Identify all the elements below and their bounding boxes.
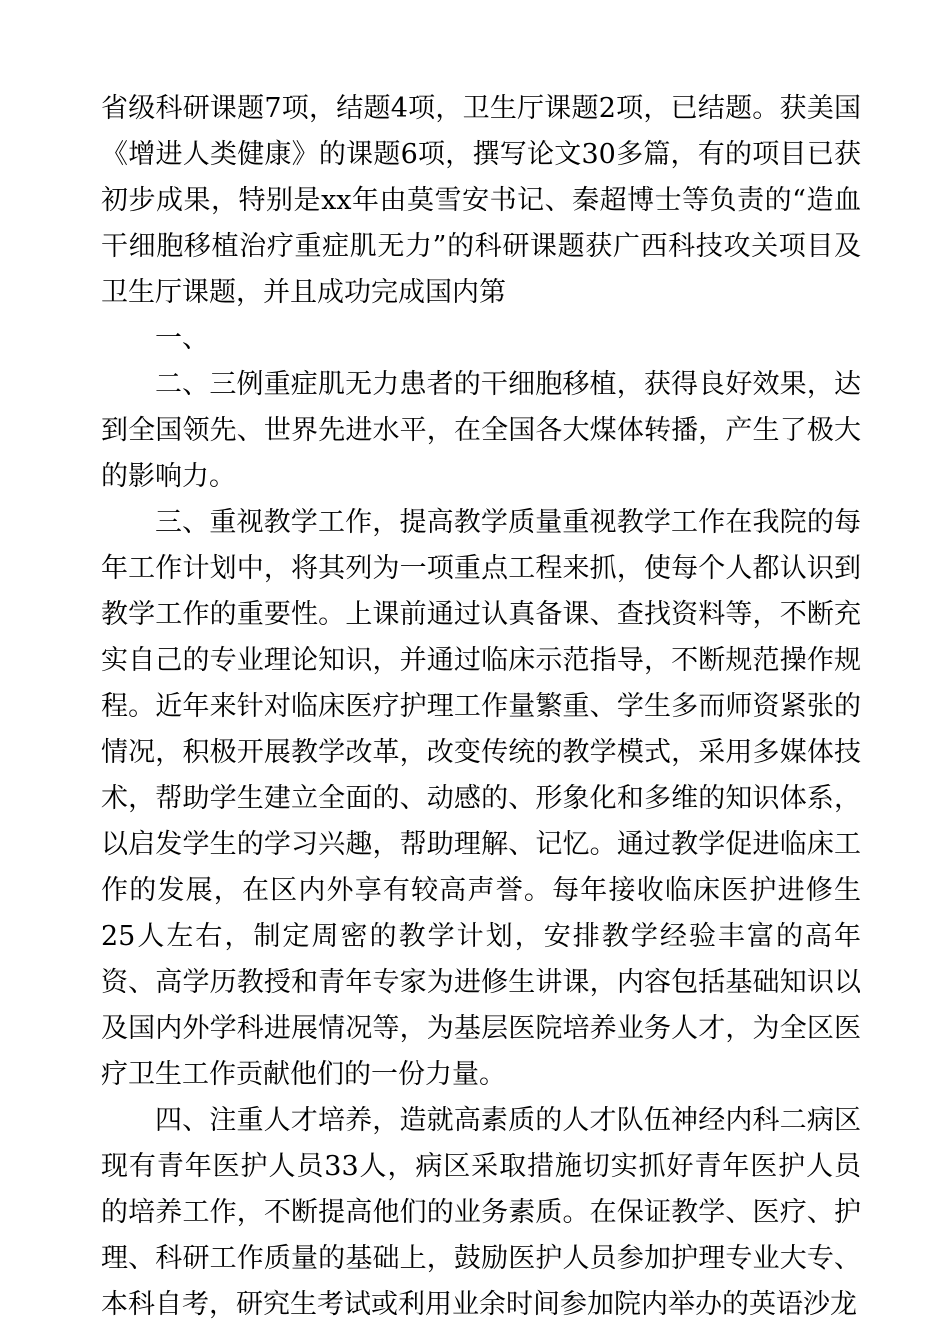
document-body <box>101 86 861 1328</box>
paragraph-item-four-talent: 四、注重人才培养，造就高素质的人才队伍神经内科二病区现有青年医护人员33人，病区采取措施切实抓好青年医护人员的培养工作，不断提高他们的业务素质。在保证教学、医疗、护理、科研工作质量的基础上，鼓励医护人员参加护理专业大专、本科自考，研究生考试或利用业余时间参加院内举办的英语沙龙 <box>101 1105 861 1320</box>
paragraph-item-two: 二、三例重症肌无力患者的干细胞移植，获得良好效果，达到全国领先、世界先进水平，在全国各大煤体转播，产生了极大的影响力。 <box>101 369 861 492</box>
paragraph-item-three-teaching: 三、重视教学工作，提高教学质量重视教学工作在我院的每年工作计划中，将其列为一项重点工程来抓，使每个人都认识到教学工作的重要性。上课前通过认真备课、查找资料等，不断充实自己的专业理论知识，并通过临床示范指导，不断规范操作规程。近年来针对临床医疗护理工作量繁重、学生多而师资紧张的情况，积极开展教学改革，改变传统的教学模式，采用多媒体技术，帮助学生建立全面的、动感的、形象化和多维的知识体系，以启发学生的学习兴趣，帮助理解、记忆。通过教学促进临床工作的发展，在区内外享有较高声誉。每年接收临床医护进修生25人左右，制定周密的教学计划，安排教学经验丰富的高年资、高学历教授和青年专家为进修生讲课，内容包括基础知识以及国内外学科进展情况等，为基层医院培养业务人才，为全区医疗卫生工作贡献他们的一份力量。 <box>101 507 861 1090</box>
paragraph-item-one: 一、 <box>155 323 209 354</box>
paragraph-research-projects: 省级科研课题7项，结题4项，卫生厅课题2项，已结题。获美国《增进人类健康》的课题6项，撰写论文30多篇，有的项目已获初步成果，特别是xx年由莫雪安书记、秦超博士等负责的“造血干细胞移植治疗重症肌无力”的科研课题获广西科技攻关项目及卫生厅课题，并且成功完成国内第 <box>101 93 861 308</box>
